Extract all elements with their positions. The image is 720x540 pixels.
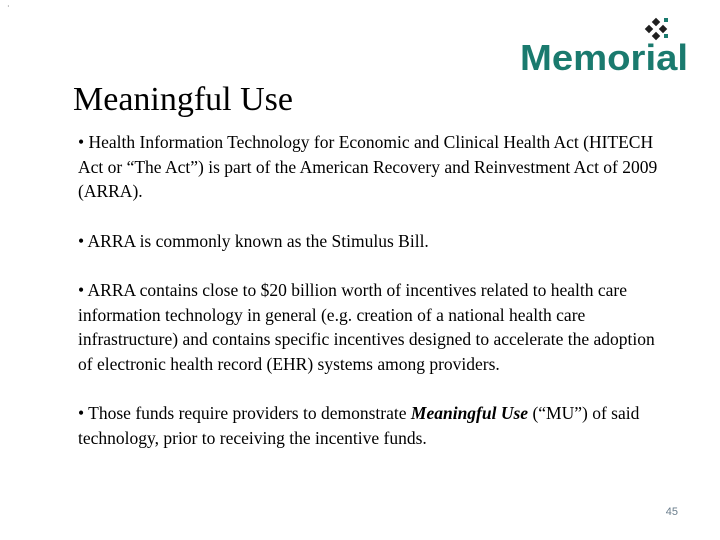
bullet-hitech: • Health Information Technology for Economic and Clinical Health Act (HITECH Act or “The Act”) is part of the American Recovery and Reinvestment Act of 2009 (ARRA). (78, 132, 658, 201)
corner-mark: · (7, 2, 10, 11)
bullet-mu-pre: • Those funds require providers to demonstrate (78, 403, 411, 423)
logo-wordmark: Memorial (520, 37, 688, 78)
bullet-incentives: • ARRA contains close to $20 billion worth of incentives related to health care information technology in general (e.g. creation of a national health care infrastructure) and contains specific incentives designed to accelerate the adoption of electronic health record (EHR) systems among providers. (78, 280, 655, 374)
slide-title: Meaningful Use (73, 81, 294, 118)
bullet-meaningful-use (78, 401, 658, 450)
memorial-logo (518, 16, 694, 78)
memorial-diamond-icon (518, 16, 694, 78)
bullet-mu-post: (“MU”) of said technology, prior to receiving the incentive funds. (78, 403, 640, 448)
slide-body (78, 130, 658, 475)
bullet-mu-emphasis: Meaningful Use (410, 403, 529, 423)
bullet-stimulus: • ARRA is commonly known as the Stimulus Bill. (78, 230, 429, 251)
page-number: 45 (665, 506, 678, 518)
